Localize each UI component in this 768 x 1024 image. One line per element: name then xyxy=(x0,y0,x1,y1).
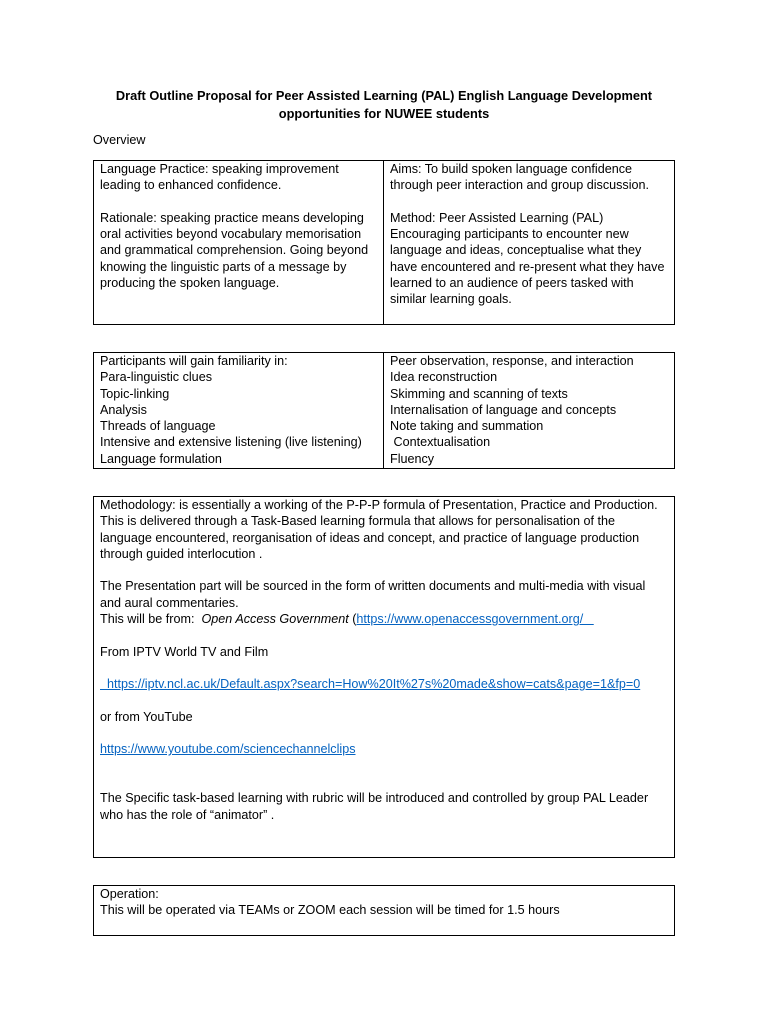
familiarity-left-item: Language formulation xyxy=(100,451,222,466)
familiarity-right-item: Contextualisation xyxy=(390,435,491,450)
iptv-label: From IPTV World TV and Film xyxy=(100,644,269,659)
methodology-cell xyxy=(94,497,675,858)
familiarity-left-item: Para-linguistic clues xyxy=(100,370,212,385)
methodology-table xyxy=(93,496,675,858)
familiarity-right-item: Internalisation of language and concepts xyxy=(390,402,617,417)
familiarity-left-item: Participants will gain familiarity in: xyxy=(100,354,288,368)
familiarity-left-cell xyxy=(94,353,384,469)
overview-left-cell xyxy=(94,161,384,325)
familiarity-right-item: Note taking and summation xyxy=(390,419,544,434)
title-line-2: opportunities for NUWEE students xyxy=(278,106,490,121)
familiarity-right-item: Peer observation, response, and interaction xyxy=(390,354,634,368)
overview-right-cell xyxy=(384,161,675,325)
task-based-text: The Specific task-based learning with rubric will be introduced and controlled by group PAL Leader who has the role of “animator” . xyxy=(100,791,649,822)
document-title xyxy=(100,87,668,123)
source-paren: ( xyxy=(348,612,357,627)
overview-label: Overview xyxy=(93,133,146,147)
aims-text: Aims: To build spoken language confidence through peer interaction and group discussion. xyxy=(390,162,650,193)
familiarity-right-item: Idea reconstruction xyxy=(390,370,498,385)
youtube-label: or from YouTube xyxy=(100,709,193,724)
rationale-text: Rationale: speaking practice means developing oral activities beyond vocabulary memorisation and grammatical comprehension. Going beyond knowing the linguistic parts of a message by producing the spoken language. xyxy=(100,210,369,291)
operation-heading: Operation: xyxy=(100,887,159,901)
familiarity-left-item: Intensive and extensive listening (live listening) xyxy=(100,435,362,450)
presentation-text: The Presentation part will be sourced in the form of written documents and multi-media with visual and aural commentaries. xyxy=(100,579,646,610)
iptv-link[interactable]: https://iptv.ncl.ac.uk/Default.aspx?search=How%20It%27s%20made&show=cats&page=1&fp=0 xyxy=(100,677,641,692)
familiarity-left-item: Threads of language xyxy=(100,419,216,434)
familiarity-right-item: Skimming and scanning of texts xyxy=(390,386,568,401)
familiarity-table xyxy=(93,352,675,469)
title-line-1: Draft Outline Proposal for Peer Assisted Learning (PAL) English Language Development xyxy=(115,88,653,103)
source-name: Open Access Government xyxy=(201,612,349,627)
methodology-text: Methodology: is essentially a working of the P-P-P formula of Presentation, Practice and Production. This is delivered through a Task-Based learning formula that allows for personalisation of the language encountered, reorganisation of ideas and concept, and practice of language production through guided interlocution . xyxy=(100,498,658,561)
familiarity-left-item: Analysis xyxy=(100,402,147,417)
operation-text: This will be operated via TEAMs or ZOOM each session will be timed for 1.5 hours xyxy=(100,903,560,918)
open-access-government-link[interactable]: https://www.openaccessgovernment.org/ xyxy=(356,612,594,627)
operation-table xyxy=(93,885,675,936)
familiarity-right-item: Fluency xyxy=(390,451,435,466)
familiarity-right-cell xyxy=(384,353,675,469)
method-text: Method: Peer Assisted Learning (PAL) Encouraging participants to encounter new language and ideas, conceptualise what they have encountered and re-present what they have learned to an audience of peers tasked with similar learning goals. xyxy=(390,210,665,307)
overview-table xyxy=(93,160,675,325)
youtube-link[interactable]: https://www.youtube.com/sciencechannelclips xyxy=(100,742,356,757)
language-practice-text: Language Practice: speaking improvement leading to enhanced confidence. xyxy=(100,162,339,193)
operation-cell xyxy=(94,886,675,936)
familiarity-left-item: Topic-linking xyxy=(100,386,170,401)
source-prefix: This will be from: xyxy=(100,612,202,627)
source-line xyxy=(100,611,668,627)
